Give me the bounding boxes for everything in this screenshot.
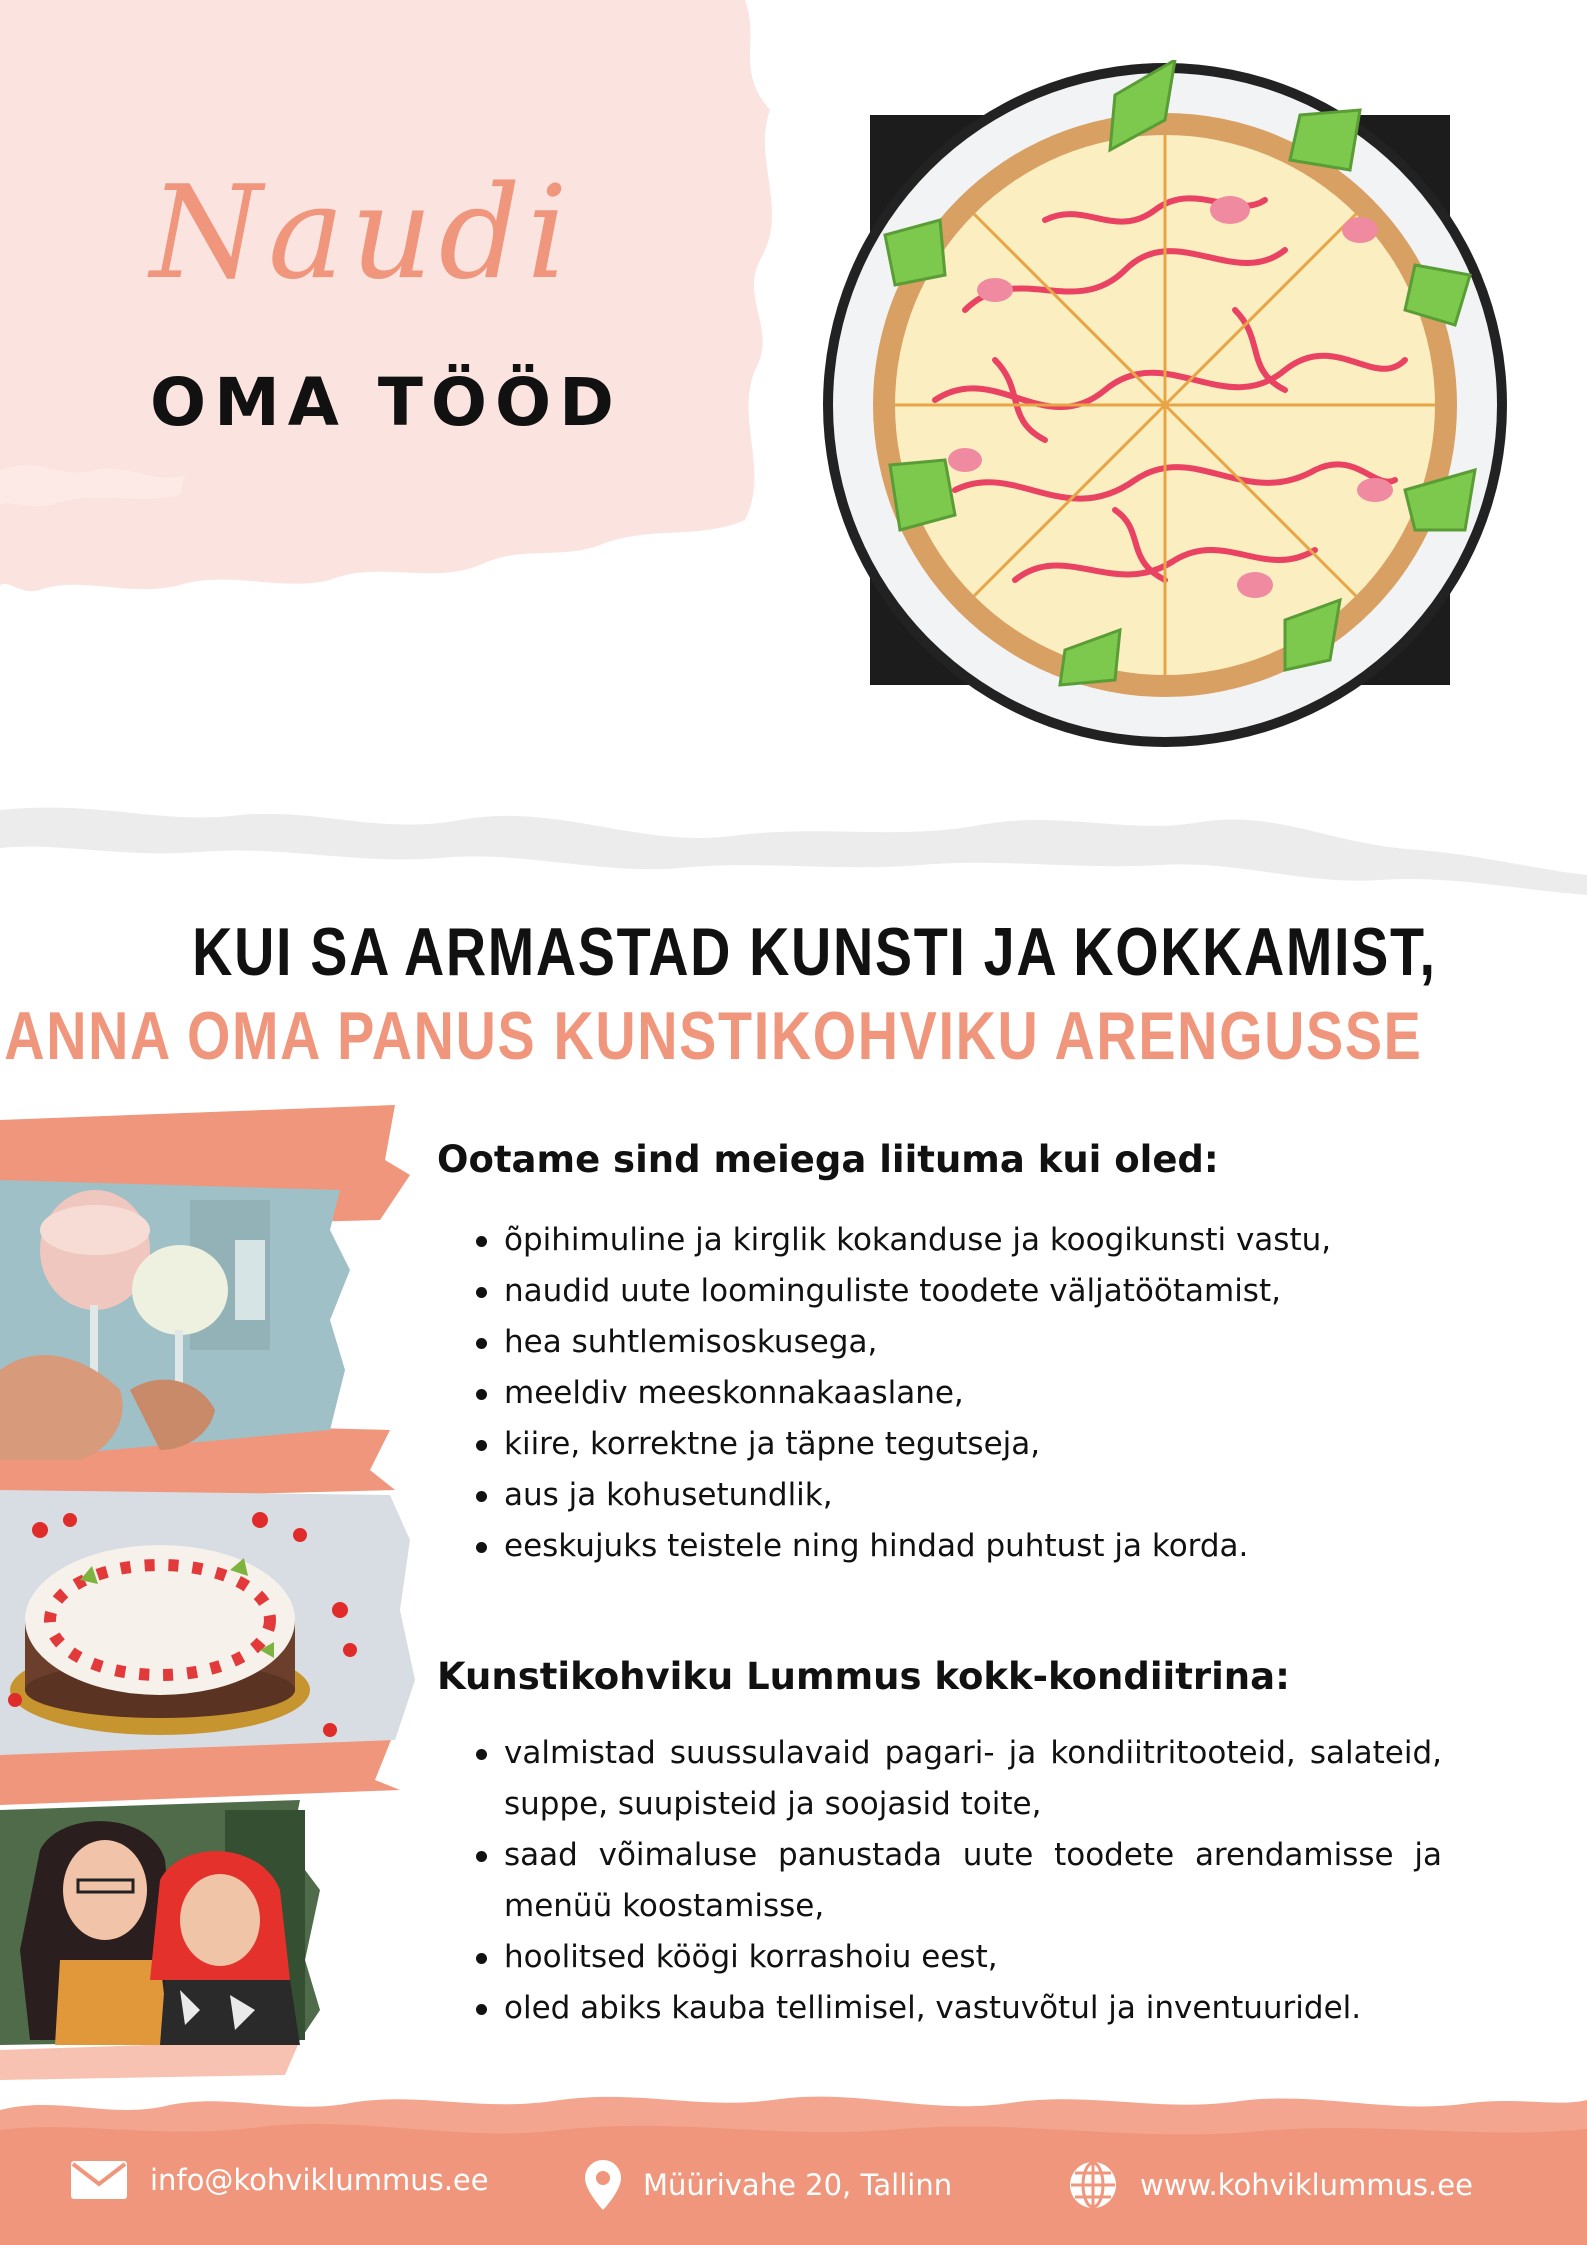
- hero-script-title: Naudi: [150, 159, 574, 308]
- section-1-title: Ootame sind meiega liituma kui oled:: [437, 1138, 1219, 1181]
- list-item: hoolitsed köögi korrashoiu eest,: [470, 1932, 1442, 1983]
- headline-line-1: KUI SA ARMASTAD KUNSTI JA KOKKAMIST,: [192, 914, 1437, 990]
- requirements-list: [470, 1215, 1430, 1572]
- list-item: meeldiv meeskonnakaaslane,: [470, 1368, 1430, 1419]
- globe-icon: [1068, 2160, 1118, 2210]
- wine-glasses-photo: [0, 1180, 350, 1460]
- footer-website[interactable]: [1068, 2160, 1473, 2210]
- footer-email-text[interactable]: info@kohviklummus.ee: [150, 2163, 489, 2197]
- list-item: hea suhtlemisoskusega,: [470, 1317, 1430, 1368]
- headline-line-2: ANNA OMA PANUS KUNSTIKOHVIKU ARENGUSSE: [3, 998, 1422, 1074]
- photo-collage: [0, 1090, 420, 2080]
- hero-subtitle: OMA TÖÖD: [150, 364, 622, 441]
- section-2-title: Kunstikohviku Lummus kokk-kondiitrina:: [437, 1655, 1290, 1698]
- footer-website-text[interactable]: www.kohviklummus.ee: [1140, 2168, 1473, 2202]
- footer-address: [585, 2160, 952, 2210]
- list-item: valmistad suussulavaid pagari- ja kondiitritooteid, salateid, suppe, suupisteid ja soojasid toite,: [470, 1728, 1442, 1830]
- list-item: kiire, korrektne ja täpne tegutseja,: [470, 1419, 1430, 1470]
- brush-divider: [0, 780, 1587, 910]
- tart-photo: [815, 60, 1515, 760]
- list-item: aus ja kohusetundlik,: [470, 1470, 1430, 1521]
- duties-list: [470, 1728, 1442, 2034]
- list-item: eeskujuks teistele ning hindad puhtust ja korda.: [470, 1521, 1430, 1572]
- list-item: naudid uute loominguliste toodete väljatöötamist,: [470, 1266, 1430, 1317]
- list-item: õpihimuline ja kirglik kokanduse ja koogikunsti vastu,: [470, 1215, 1430, 1266]
- footer-email[interactable]: [70, 2160, 489, 2200]
- cake-photo: [0, 1490, 415, 1755]
- email-icon: [70, 2160, 128, 2200]
- footer-address-text: Müürivahe 20, Tallinn: [643, 2168, 953, 2202]
- two-women-photo: [0, 1800, 320, 2045]
- list-item: oled abiks kauba tellimisel, vastuvõtul ja inventuuridel.: [470, 1983, 1442, 2034]
- list-item: saad võimaluse panustada uute toodete arendamisse ja menüü koostamisse,: [470, 1830, 1442, 1932]
- location-pin-icon: [585, 2160, 621, 2210]
